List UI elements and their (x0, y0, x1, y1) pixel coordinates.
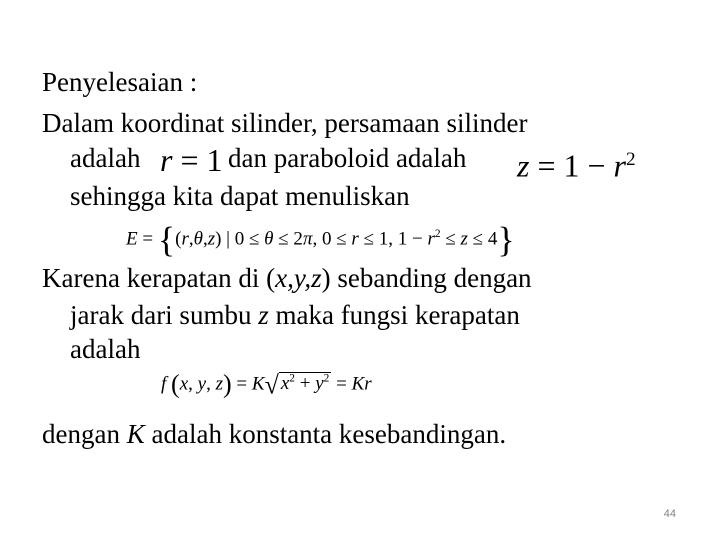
text-line-5: Karena kerapatan di (x,y,z) sebanding dengan (42, 263, 532, 293)
equation-density: f (x, y, z) = K√ $x^2 + y^2 = Kr$ (161, 364, 372, 400)
text-line-7: adalah (70, 334, 141, 364)
text-line-3b: dan paraboloid adalah (228, 143, 467, 173)
text-line-4: sehingga kita dapat menuliskan (70, 181, 410, 211)
equation-paraboloid: $z = 1 - r^2$ (517, 147, 636, 184)
page-number: 44 (663, 508, 676, 520)
text-line-2: Dalam koordinat silinder, persamaan silinder (42, 108, 528, 138)
text-line-6: jarak dari sumbu z maka fungsi kerapatan (70, 300, 520, 330)
sqrt-symbol: √ $x^2 + y^2$ (264, 370, 330, 400)
text-line-8: dengan K adalah konstanta kesebandingan. (42, 419, 507, 449)
heading-penyelesaian: Penyelesaian : (42, 67, 198, 97)
equation-region-E: E = {(r,θ,z) | 0 ≤ θ ≤ 2π, 0 ≤ r ≤ 1, $1 - r^2 \le z \le 4$} (126, 219, 515, 260)
equation-cylinder: r = 1 (160, 142, 223, 178)
text-line-3a: adalah (70, 143, 141, 173)
